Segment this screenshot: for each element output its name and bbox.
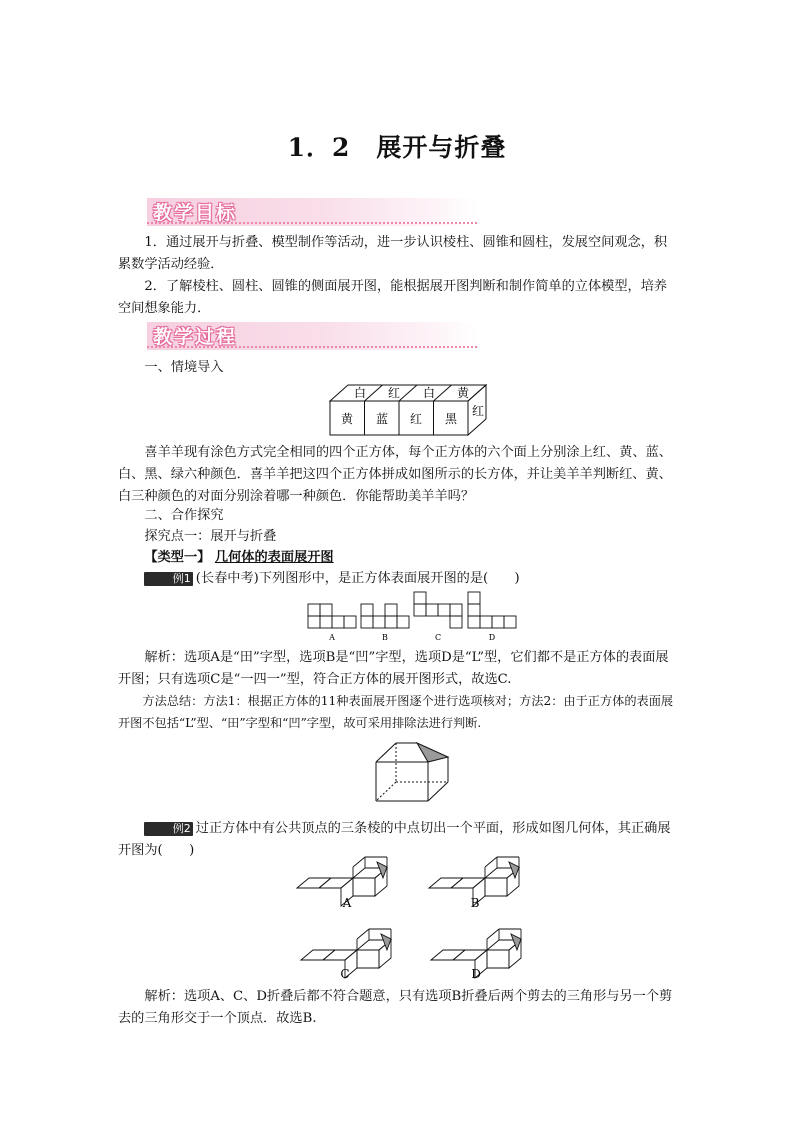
- option-label-b: B: [382, 633, 388, 642]
- section-banner-goals: [147, 198, 477, 226]
- explore-point: 探究点一：展开与折叠: [144, 529, 277, 544]
- option-label-a: A: [329, 633, 335, 642]
- box-front-label: 蓝: [375, 412, 389, 426]
- example-2-analysis: 解析：选项A、C、D折叠后都不符合题意，只有选项B折叠后两个剪去的三角形与另一个剪去的三角形交于一个顶点．故选B.: [118, 989, 673, 1026]
- option-label-c: C: [340, 967, 350, 981]
- section-banner-process: [147, 322, 477, 350]
- option-label-b: B: [470, 896, 480, 910]
- box-top-label: 红: [387, 386, 401, 400]
- section-label-process: 教学过程: [153, 326, 238, 348]
- intro-heading: 一、情境导入: [144, 360, 224, 375]
- example-1-analysis: 解析：选项A是“田”字型，选项B是“凹”字型，选项D是“L”型，它们都不是正方体的表面展开图；只有选项C是“一四一”型，符合正方体的展开图形式，故选C.: [118, 650, 669, 687]
- example-1-text: (长春中考)下列图形中，是正方体表面展开图的是( ): [195, 571, 520, 586]
- banner-divider: [147, 345, 477, 348]
- box-side-label: 红: [471, 404, 485, 418]
- example-1-method: 方法总结：方法1：根据正方体的11种表面展开图逐个进行选项核对；方法2：由于正方体的表面展开图不包括“L”型、“田”字型和“凹”字型，故可采用排除法进行判断.: [118, 694, 674, 730]
- example-1-question: [118, 568, 678, 590]
- box-top-label: 白: [353, 386, 367, 400]
- banner-divider: [147, 221, 477, 224]
- example-2-text: 过正方体中有公共顶点的三条棱的中点切出一个平面，形成如图几何体，其正确展开图为( ): [118, 821, 671, 858]
- type-heading: [118, 547, 678, 569]
- example-2-tag: 例2: [144, 822, 192, 836]
- box-top-label: 黄: [456, 386, 470, 400]
- box-top-label: 白: [422, 386, 436, 400]
- truncated-cube-figure: [370, 740, 450, 812]
- goal-1: 1．通过展开与折叠、模型制作等活动，进一步认识棱柱、圆锥和圆柱，发展空间观念，积累数学活动经验．: [118, 235, 668, 272]
- option-label-d: D: [471, 967, 481, 981]
- intro-text: 喜羊羊现有涂色方式完全相同的四个正方体，每个正方体的六个面上分别涂上红、黄、蓝、白、黑、绿六种颜色．喜羊羊把这四个正方体拼成如图所示的长方体，并让美羊羊判断红、黄、白三种颜色的对面分别涂着哪一种颜色．你能帮助美羊羊吗？: [118, 445, 672, 504]
- option-label-a: A: [342, 896, 352, 910]
- section-label-goals: 教学目标: [153, 202, 238, 224]
- cube-box-figure: [329, 384, 499, 436]
- option-label-d: D: [488, 633, 496, 642]
- example-2-options-figure: [295, 852, 535, 987]
- example-1-tag: 例1: [144, 572, 192, 586]
- goal-2: 2．了解棱柱、圆柱、圆锥的侧面展开图，能根据展开图判断和制作简单的立体模型，培养空间想象能力．: [118, 279, 668, 316]
- page-title: 1．2 展开与折叠: [287, 133, 507, 162]
- box-front-label: 黄: [340, 412, 354, 426]
- box-front-label: 红: [409, 412, 423, 426]
- box-front-label: 黑: [444, 412, 458, 426]
- type-bracket: 【类型一】: [144, 550, 211, 565]
- option-label-c: C: [434, 633, 442, 642]
- example-1-options-figure: [300, 591, 520, 643]
- explore-heading: 二、合作探究: [144, 508, 224, 523]
- type-title: 几何体的表面展开图: [214, 550, 334, 565]
